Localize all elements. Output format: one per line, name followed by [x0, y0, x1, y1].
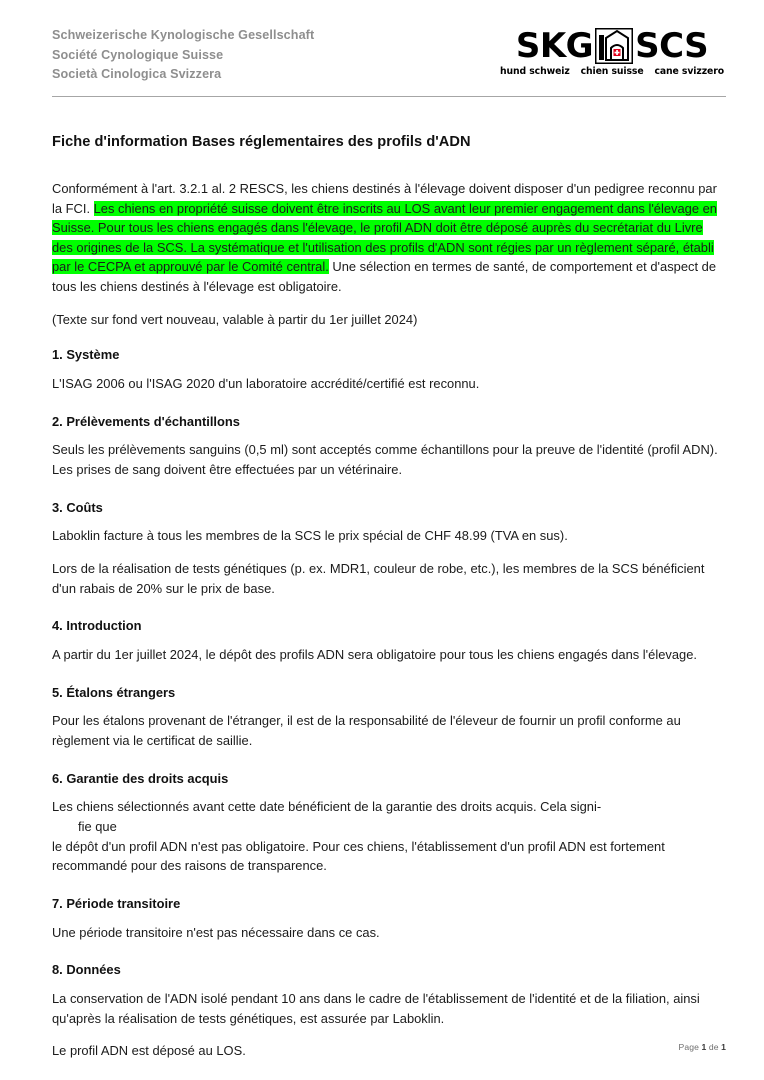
logo-wordmark: [498, 28, 726, 64]
section-heading-8: 8. Données: [52, 962, 121, 978]
logo-word-scs: SCS: [635, 26, 709, 66]
section-heading-2: 2. Prélèvements d'échantillons: [52, 413, 240, 429]
page-header: [52, 26, 726, 88]
section-4-paragraph-1: A partir du 1er juillet 2024, le dépôt des profils ADN sera obligatoire pour tous les chiens engagés dans l'élevage.: [52, 646, 697, 662]
page-footer: [679, 1042, 726, 1052]
org-name-fr: Société Cynologique Suisse: [52, 47, 224, 62]
document-content: [52, 133, 726, 1074]
section-6-text-line-2: fie que: [78, 818, 117, 834]
section-8-paragraph-1: La conservation de l'ADN isolé pendant 10 ans dans le cadre de l'établissement de l'identité et de la filiation, ainsi qu'après la réalisation de tests génétiques, est assurée par Laboklin.: [52, 990, 700, 1026]
logo-word-skg: SKG: [515, 26, 594, 66]
org-name-it: Società Cinologica Svizzera: [52, 67, 222, 82]
intro-paragraph: [52, 179, 726, 297]
intro-highlighted-text: Les chiens en propriété suisse doivent être inscrits au LOS avant leur premier engagement dans l'élevage en Suisse. Pour tous les chiens engagés dans l'élevage, le profil ADN doit être déposé auprès du secrétariat du Livre des origines de la SCS. La systématique et l'utilisation des profils d'ADN sont régies par un règlement séparé, établi par le CECPA et approuvé par le Comité central.: [52, 200, 717, 275]
logo-subtitle-it: cane svizzero: [654, 66, 724, 77]
section-3-paragraph-1: Laboklin facture à tous les membres de la SCS le prix spécial de CHF 48.99 (TVA en sus).: [52, 528, 568, 544]
section-heading-7: 7. Période transitoire: [52, 895, 181, 911]
section-6-text-line-1: Les chiens sélectionnés avant cette date bénéficient de la garantie des droits acquis. Cela signi-: [52, 799, 602, 815]
footer-separator: de: [706, 1042, 722, 1052]
footer-total-pages: 1: [721, 1042, 726, 1052]
kennel-swiss-cross-icon: [595, 28, 633, 64]
intro-tail-text: Une sélection en termes de santé, de comportement et d'aspect de tous les chiens destinés à l'élevage est obligatoire.: [52, 259, 716, 295]
section-heading-3: 3. Coûts: [52, 499, 103, 515]
footer-prefix: Page: [678, 1042, 702, 1052]
section-3-paragraph-2: Lors de la réalisation de tests génétiques (p. ex. MDR1, couleur de robe, etc.), les membres de la SCS bénéficient d'un rabais de 20% sur le prix de base.: [52, 560, 705, 596]
header-divider: [52, 96, 726, 97]
section-heading-1: 1. Système: [52, 347, 120, 363]
logo-subtitle-de: hund schweiz: [500, 66, 570, 77]
organization-names: [52, 26, 314, 85]
logo-subtitle-fr: chien suisse: [580, 66, 644, 77]
green-background-note: (Texte sur fond vert nouveau, valable à partir du 1er juillet 2024): [52, 311, 418, 327]
section-6-text-line-3: le dépôt d'un profil ADN n'est pas obligatoire. Pour ces chiens, l'établissement d'un profil ADN est fortement recommandé pour des raisons de transparence.: [52, 838, 665, 874]
section-1-paragraph-1: L'ISAG 2006 ou l'ISAG 2020 d'un laboratoire accrédité/certifié est reconnu.: [52, 376, 480, 391]
section-7-paragraph-1: Une période transitoire n'est pas nécessaire dans ce cas.: [52, 924, 380, 940]
section-2-paragraph-1: Seuls les prélèvements sanguins (0,5 ml) sont acceptés comme échantillons pour la preuve de l'identité (profil ADN). Les prises de sang doivent être effectuées par un vétérinaire.: [52, 442, 718, 477]
section-8-paragraph-2: Le profil ADN est déposé au LOS.: [52, 1043, 246, 1059]
section-heading-4: 4. Introduction: [52, 618, 142, 634]
page-title: Fiche d'information Bases réglementaires des profils d'ADN: [52, 134, 471, 150]
section-6-paragraph-1: [52, 797, 726, 875]
footer-current-page: 1: [701, 1042, 707, 1052]
logo-subtitles: [498, 66, 726, 77]
intro-lead-text: Conformément à l'art. 3.2.1 al. 2 RESCS, les chiens destinés à l'élevage doivent disposer d'un pedigree reconnu par la FCI.: [52, 180, 717, 216]
section-heading-5: 5. Étalons étrangers: [52, 684, 176, 700]
skg-scs-logo: [498, 28, 726, 77]
section-5-paragraph-1: Pour les étalons provenant de l'étranger, il est de la responsabilité de l'éleveur de fournir un profil conforme au règlement via le certificat de saillie.: [52, 713, 681, 748]
org-name-de: Schweizerische Kynologische Gesellschaft: [52, 28, 315, 42]
section-heading-6: 6. Garantie des droits acquis: [52, 770, 229, 786]
